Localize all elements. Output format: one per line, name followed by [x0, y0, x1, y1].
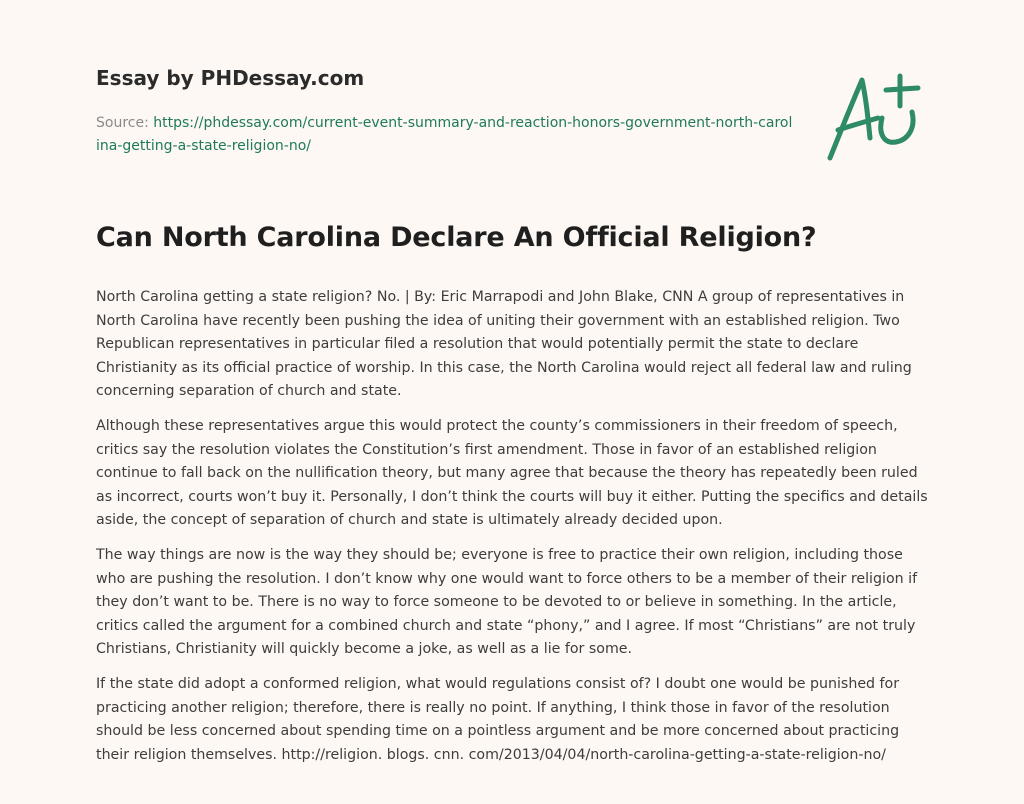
- essay-paragraph: If the state did adopt a conformed religion, what would regulations consist of? I doubt one would be punished for practicing another religion; therefore, there is really no point. If anything, I think those in favor of the resolution should be less concerned about spending time on a pointless argument and be more concerned about practicing their religion themselves. http://religion. blogs. cnn. com/2013/04/04/north-carolina-getting-a-state-religion-no/: [96, 675, 900, 763]
- source-label: Source:: [96, 115, 154, 131]
- essay-paragraph: Although these representatives argue this would protect the county’s commissioners in their freedom of speech, critics say the resolution violates the Constitution’s first amendment. Those in favor of an established religion continue to fall back on the nullification theory, but many agree that because the theory has repeatedly been ruled as incorrect, courts won’t buy it. Personally, I don’t think the courts will buy it either. Putting the specifics and details aside, the concept of separation of church and state is ultimately already decided upon.: [96, 417, 928, 529]
- source-link[interactable]: https://phdessay.com/current-event-summary-and-reaction-honors-government-north-carolina-getting-a-state-religion-no/: [96, 115, 793, 154]
- a-plus-logo-svg: [820, 68, 930, 166]
- essay-body: [96, 286, 928, 778]
- essay-paragraph: The way things are now is the way they should be; everyone is free to practice their own religion, including those who are pushing the resolution. I don’t know why one would want to force others to be a member of their religion if they don’t want to be. There is no way to force someone to be devoted to or believe in something. In the article, critics called the argument for a combined church and state “phony,” and I agree. If most “Christians” are not truly Christians, Christianity will quickly become a joke, as well as a lie for some.: [96, 546, 918, 658]
- essay-paragraph: North Carolina getting a state religion? No. | By: Eric Marrapodi and John Blake, CNN A group of representatives in North Carolina have recently been pushing the idea of uniting their government with an established religion. Two Republican representatives in particular filed a resolution that would potentially permit the state to declare Christianity as its official practice of worship. In this case, the North Carolina would reject all federal law and ruling concerning separation of church and state.: [96, 289, 912, 400]
- a-plus-grade-icon: [820, 68, 930, 166]
- essay-title: Can North Carolina Declare An Official Religion?: [96, 222, 817, 253]
- site-title: Essay by PHDessay.com: [96, 66, 365, 90]
- source-line: [96, 112, 796, 158]
